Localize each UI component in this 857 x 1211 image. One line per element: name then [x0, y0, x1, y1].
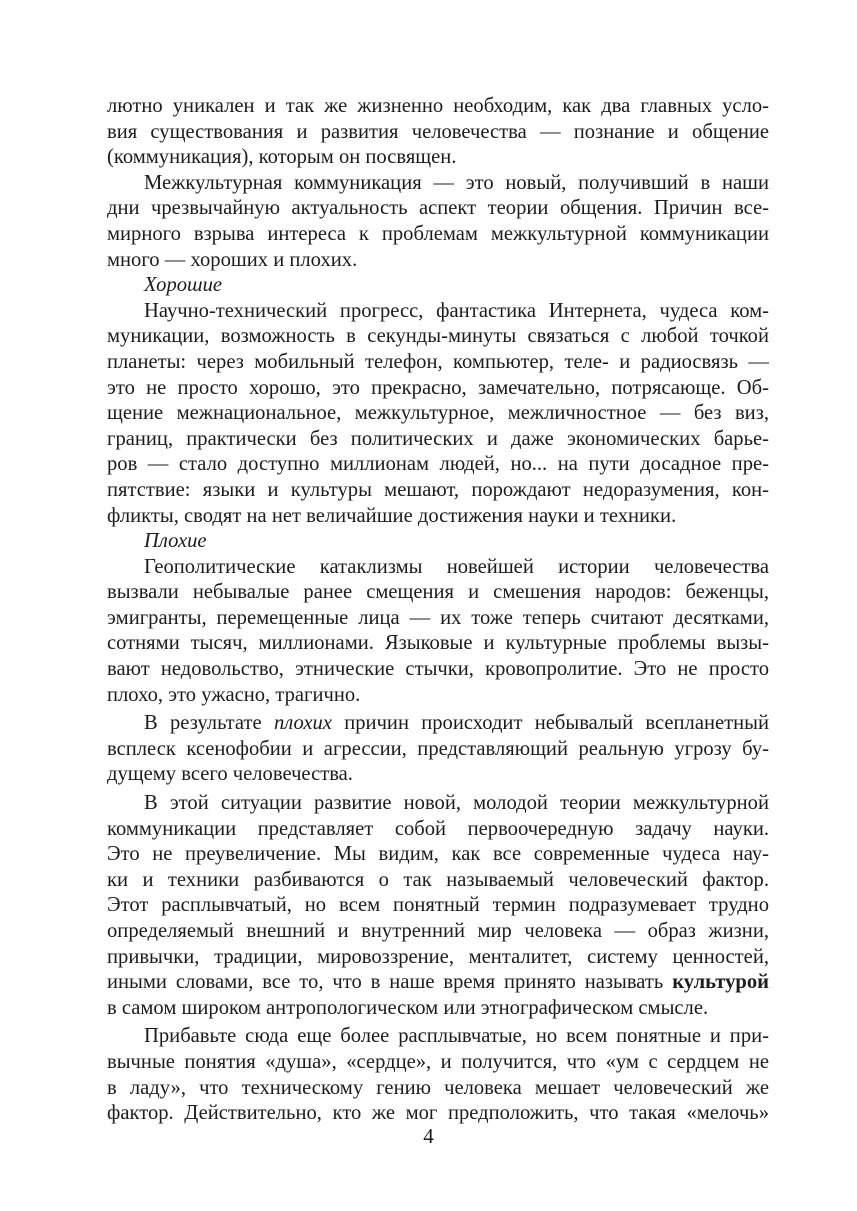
subheading-good: Хорошие — [144, 274, 223, 297]
text-line: эмигранты, перемещенные лица — их тоже теперь считают десятками, — [107, 606, 769, 629]
text-line: Это не преувеличение. Мы видим, как все современные чудеса нау- — [107, 843, 769, 866]
text-fragment: причин происходит небывалый всепланетный — [331, 712, 769, 735]
text-line: муникации, возможность в секунды-минуты связаться с любой точкой — [107, 325, 769, 348]
text-line: сотнями тысяч, миллионами. Языковые и культурные проблемы вызы- — [107, 632, 769, 655]
text-line: всплеск ксенофобии и агрессии, представляющий реальную угрозу бу- — [107, 737, 769, 760]
text-line: вычные понятия «душа», «сердце», и получится, что «ум с сердцем не — [107, 1050, 769, 1073]
text-line: Прибавьте сюда еще более расплывчатые, но всем понятные и при- — [144, 1025, 769, 1048]
text-line: много — хороших и плохих. — [107, 248, 358, 271]
body-text — [107, 94, 769, 1127]
text-line: (коммуникация), которым он посвящен. — [107, 146, 457, 169]
bold-term-culture: культурой — [672, 971, 769, 994]
text-line: Геополитические катаклизмы новейшей истории человечества — [144, 555, 769, 578]
text-line: привычки, традиции, мировоззрение, менталитет, систему ценностей, — [107, 945, 769, 968]
page-number: 4 — [423, 1124, 434, 1148]
text-line: это не просто хорошо, это прекрасно, замечательно, потрясающе. Об- — [107, 376, 769, 399]
text-line: дущему всего человечества. — [107, 763, 353, 786]
text-line: планеты: через мобильный телефон, компьютер, теле- и радиосвязь — — [107, 350, 769, 373]
text-fragment: В результате — [144, 712, 274, 735]
text-line: лютно уникален и так же жизненно необходим, как два главных усло- — [107, 95, 769, 117]
text-line: дни чрезвычайную актуальность аспект теории общения. Причин все- — [107, 197, 769, 220]
text-line — [107, 711, 769, 737]
text-line: мирного взрыва интереса к проблемам межкультурной коммуникации — [107, 222, 769, 245]
text-line: вызвали небывалые ранее смещения и смешения народов: беженцы, — [107, 581, 769, 604]
text-line: определяемый внешний и внутренний мир человека — образ жизни, — [107, 920, 769, 942]
subheading-bad: Плохие — [144, 530, 207, 553]
text-line: вают недовольство, этнические стычки, кровопролитие. Это не просто — [107, 658, 769, 681]
text-line: пятствие: языки и культуры мешают, порождают недоразумения, кон- — [107, 478, 769, 501]
text-line: плохо, это ужасно, трагично. — [107, 683, 361, 706]
text-line: в самом широком антропологическом или этнографическом смысле. — [107, 996, 709, 1019]
text-line: в ладу», что техническому гению человека мешает человеческий же — [107, 1076, 769, 1099]
text-line: Межкультурная коммуникация — это новый, получивший в наши — [144, 171, 769, 194]
text-line: щение межнациональное, межкультурное, межличностное — без виз, — [107, 402, 769, 425]
text-line: Этот расплывчатый, но всем понятный термин подразумевает трудно — [107, 894, 769, 917]
text-line: ров — стало доступно миллионам людей, но... на пути досадное пре- — [107, 453, 769, 476]
text-line: границ, практически без политических и даже экономических барье- — [107, 427, 769, 450]
text-line: ки и техники разбиваются о так называемый человеческий фактор. — [107, 868, 769, 891]
text-line: вия существования и развития человечества — познание и общение — [107, 120, 769, 143]
text-line: фактор. Действительно, кто же мог предположить, что такая «мелочь» — [107, 1102, 769, 1125]
text-line: фликты, сводят на нет величайшие достижения науки и техники. — [107, 504, 677, 527]
text-line: В этой ситуации развитие новой, молодой теории межкультурной — [144, 792, 769, 815]
emphasis-bad: плохих — [273, 712, 332, 735]
text-fragment: иными словами, все то, что в наше время принято называть — [107, 971, 673, 994]
text-line: коммуникации представляет собой первоочередную задачу науки. — [107, 817, 769, 840]
text-line: Научно-технический прогресс, фантастика Интернета, чудеса ком- — [144, 299, 769, 322]
text-line — [107, 970, 769, 996]
